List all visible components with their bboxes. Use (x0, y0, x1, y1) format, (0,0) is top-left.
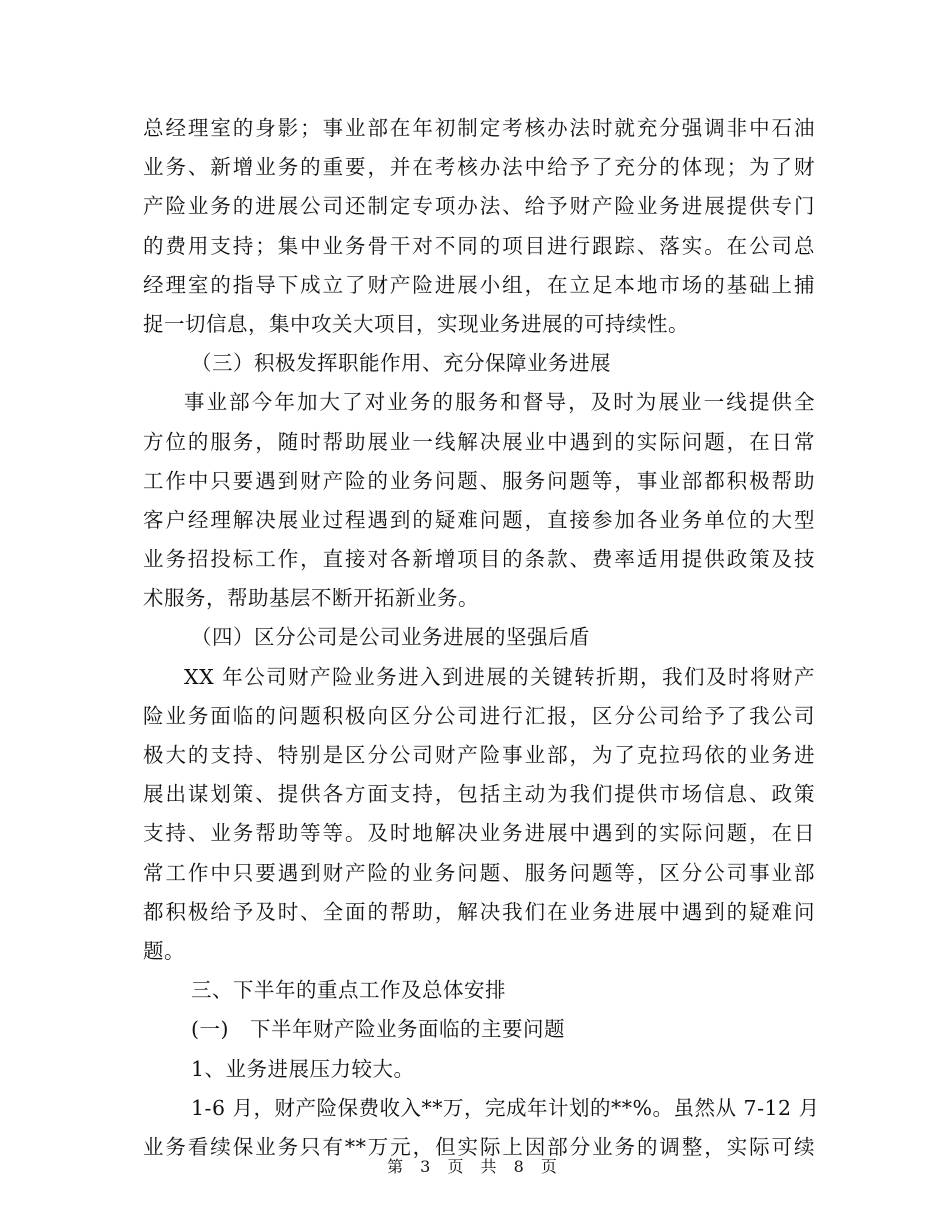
text-line: 经理室的指导下成立了财产险进展小组，在立足本地市场的基础上捕 (143, 272, 815, 297)
text-line: 业务看续保业务只有**万元，但实际上因部分业务的调整，实际可续 (143, 1134, 815, 1159)
text-line: 极大的支持、特别是区分公司财产险事业部，为了克拉玛依的业务进 (143, 743, 815, 767)
text-line: 都积极给予及时、全面的帮助，解决我们在业务进展中遇到的疑难问 (143, 899, 815, 924)
text-line: 的费用支持；集中业务骨干对不同的项目进行跟踪、落实。在公司总 (143, 233, 815, 258)
text-line: 业务、新增业务的重要，并在考核办法中给予了充分的体现；为了财 (143, 155, 815, 180)
text-line: 捉一切信息，集中攻关大项目，实现业务进展的可持续性。 (143, 311, 689, 336)
document-body (143, 109, 820, 1167)
text-line: 业务招投标工作，直接对各新增项目的条款、费率适用提供政策及技 (143, 547, 815, 572)
text-line: 工作中只要遇到财产险的业务问题、服务问题等，事业部都积极帮助 (143, 468, 815, 493)
text-line: (一) 下半年财产险业务面临的主要问题 (191, 1017, 565, 1042)
text-line: （三）积极发挥职能作用、充分保障业务进展 (191, 351, 611, 376)
text-line: （四）区分公司是公司业务进展的坚强后盾 (191, 625, 590, 650)
text-line: 方位的服务，随时帮助展业一线解决展业中遇到的实际问题，在日常 (143, 429, 815, 454)
text-line: 展出谋划策、提供各方面支持，包括主动为我们提供市场信息、政策 (143, 782, 815, 807)
page-number-footer: 第 3 页 共 8 页 (387, 1157, 563, 1176)
text-line: 三、下半年的重点工作及总体安排 (191, 978, 506, 1003)
text-line: 1-6 月，财产险保费收入**万，完成年计划的**%。虽然从 7-12 月 (191, 1095, 820, 1120)
text-line: 题。 (143, 938, 185, 963)
text-line: 总经理室的身影；事业部在年初制定考核办法时就充分强调非中石油 (143, 116, 815, 140)
text-line: 客户经理解决展业过程遇到的疑难问题，直接参加各业务单位的大型 (143, 507, 815, 532)
text-line: 1、业务进展压力较大。 (191, 1056, 415, 1081)
text-line: XX 年公司财产险业务进入到进展的关键转折期，我们及时将财产 (184, 664, 815, 689)
text-line: 事业部今年加大了对业务的服务和督导，及时为展业一线提供全 (184, 390, 815, 415)
text-line: 术服务，帮助基层不断开拓新业务。 (143, 586, 479, 611)
text-line: 常工作中只要遇到财产险的业务问题、服务问题等，区分公司事业部 (143, 860, 815, 885)
text-line: 支持、业务帮助等等。及时地解决业务进展中遇到的实际问题，在日 (143, 821, 815, 846)
text-line: 产险业务的进展公司还制定专项办法、给予财产险业务进展提供专门 (143, 194, 815, 219)
text-line: 险业务面临的问题积极向区分公司进行汇报，区分公司给予了我公司 (143, 703, 815, 728)
